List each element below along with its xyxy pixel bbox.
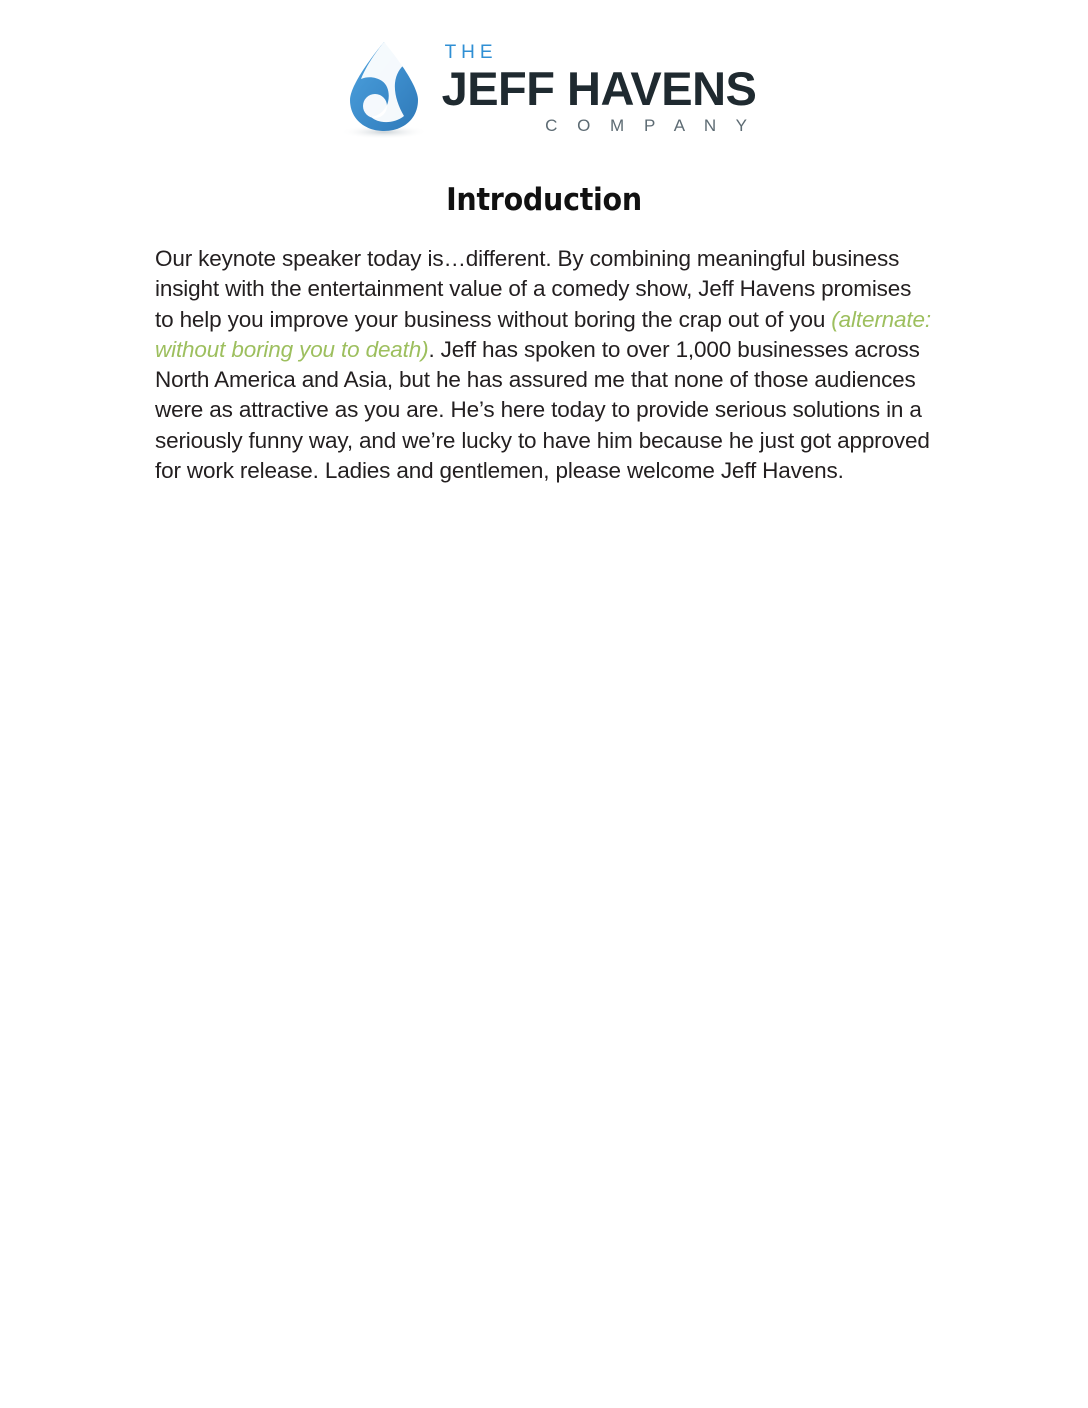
logo-the-text: THE [444,41,498,63]
introduction-paragraph [155,244,933,486]
alternate-phrase: (alternate: without boring you to death) [155,306,931,362]
paragraph-part-one: Our keynote speaker today is…different. By combining meaningful business insight with the entertainment value of a comedy show, Jeff Havens promises to help you improve your business without boring the crap out of you [155,246,912,332]
jeff-havens-company-logo [332,36,757,140]
droplet-icon [332,36,436,140]
paragraph-part-two: . Jeff has spoken to over 1,000 businesses across North America and Asia, but he has assured me that none of those audiences were as attractive as you are. He’s here today to provide serious solutions in a seriously funny way, and we’re lucky to have him because he just got approved for work release. Ladies and gentlemen, please welcome Jeff Havens. [155,336,930,483]
logo-header [0,0,1088,140]
logo-wordmark [442,43,757,134]
body-container [155,244,933,486]
logo-company-text: C O M P A N Y [545,115,755,135]
logo-name-text: JEFF HAVENS [441,61,757,115]
page-title: Introduction [446,182,642,218]
